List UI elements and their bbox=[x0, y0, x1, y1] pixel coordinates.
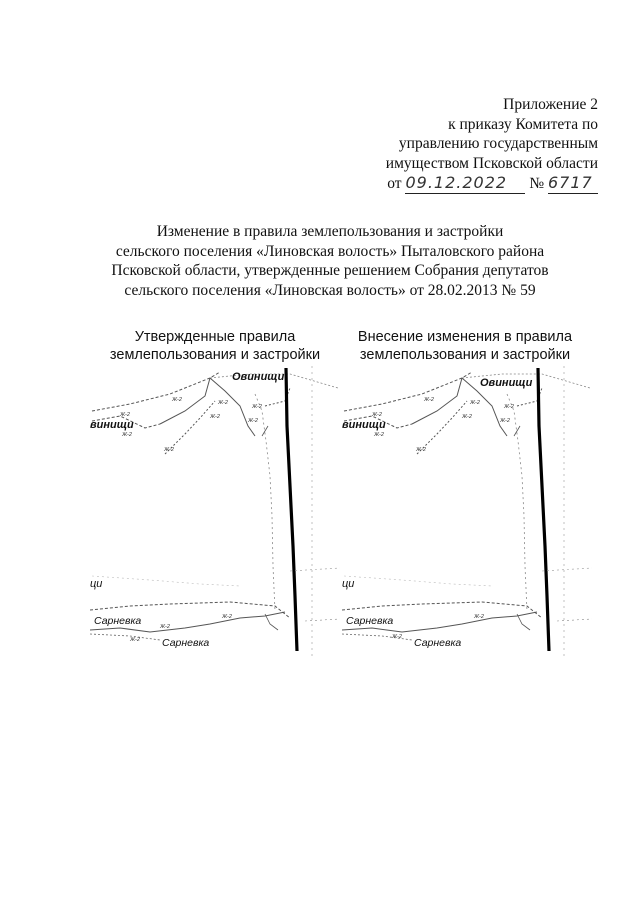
label-oviniszi-partial: винищи bbox=[342, 419, 386, 431]
right-heading-line-2: землепользования и застройки bbox=[359, 347, 571, 363]
zone-label: Ж-2 bbox=[500, 418, 510, 424]
date-number-line bbox=[386, 173, 598, 194]
label-tsi-partial: ци bbox=[342, 578, 355, 590]
appendix-header bbox=[386, 95, 598, 194]
zone-label: Ж-2 bbox=[392, 634, 402, 640]
handwritten-number: 6717 bbox=[548, 173, 598, 194]
title-line-3: Псковской области, утвержденные решением Собрания депутатов bbox=[111, 262, 549, 279]
label-oviniszi: Овинищи bbox=[232, 371, 285, 383]
label-sarnevka-1: Сарневка bbox=[94, 615, 142, 627]
zone-label: Ж-2 bbox=[248, 418, 258, 424]
label-sarnevka-1: Сарневка bbox=[346, 615, 394, 627]
label-sarnevka-2: Сарневка bbox=[162, 637, 210, 649]
zone-label: Ж-2 bbox=[160, 624, 170, 630]
zone-label: Ж-2 bbox=[120, 412, 130, 418]
appendix-number: Приложение 2 bbox=[503, 96, 598, 113]
left-heading-line-1: Утвержденные правила bbox=[134, 329, 296, 345]
zone-label: Ж-2 bbox=[462, 414, 472, 420]
zone-label: Ж-2 bbox=[222, 614, 232, 620]
handwritten-date: 09.12.2022 bbox=[405, 173, 525, 194]
zone-label: Ж-2 bbox=[210, 414, 220, 420]
date-prefix: от bbox=[387, 175, 402, 192]
amended-rules-map bbox=[342, 366, 592, 656]
committee-name-line2: имуществом Псковской области bbox=[385, 154, 598, 172]
zone-label: Ж-2 bbox=[504, 404, 514, 410]
zone-label: Ж-2 bbox=[130, 637, 140, 643]
zone-label: Ж-2 bbox=[172, 397, 182, 403]
zone-label: Ж-2 bbox=[416, 447, 426, 453]
label-oviniszi: Овинищи bbox=[480, 377, 533, 389]
zone-label: Ж-2 bbox=[424, 397, 434, 403]
zone-label: Ж-2 bbox=[252, 404, 262, 410]
label-oviniszi-partial: винищи bbox=[90, 419, 134, 431]
left-column-heading bbox=[100, 328, 330, 364]
zone-label: Ж-2 bbox=[122, 432, 132, 438]
number-prefix: № bbox=[529, 175, 545, 192]
title-line-4: сельского поселения «Линовская волость» от 28.02.2013 № 59 bbox=[124, 281, 536, 299]
zone-label: Ж-2 bbox=[218, 400, 228, 406]
zone-label: Ж-2 bbox=[470, 400, 480, 406]
right-heading-line-1: Внесение изменения в правила bbox=[357, 329, 573, 345]
left-heading-line-2: землепользования и застройки bbox=[109, 347, 321, 363]
label-tsi-partial: ци bbox=[90, 578, 103, 590]
zone-label: Ж-2 bbox=[474, 614, 484, 620]
committee-name-line1: управлению государственным bbox=[398, 135, 598, 152]
zone-label: Ж-2 bbox=[164, 447, 174, 453]
title-line-1: Изменение в правила землепользования и застройки bbox=[156, 223, 504, 240]
zone-label: Ж-2 bbox=[372, 412, 382, 418]
document-title bbox=[80, 222, 580, 300]
order-reference: к приказу Комитета по bbox=[448, 115, 598, 133]
approved-rules-map bbox=[90, 366, 340, 656]
title-line-2: сельского поселения «Линовская волость» Пыталовского района bbox=[115, 242, 545, 260]
zone-label: Ж-2 bbox=[374, 432, 384, 438]
label-sarnevka-2: Сарневка bbox=[414, 637, 462, 649]
right-column-heading bbox=[345, 328, 585, 364]
